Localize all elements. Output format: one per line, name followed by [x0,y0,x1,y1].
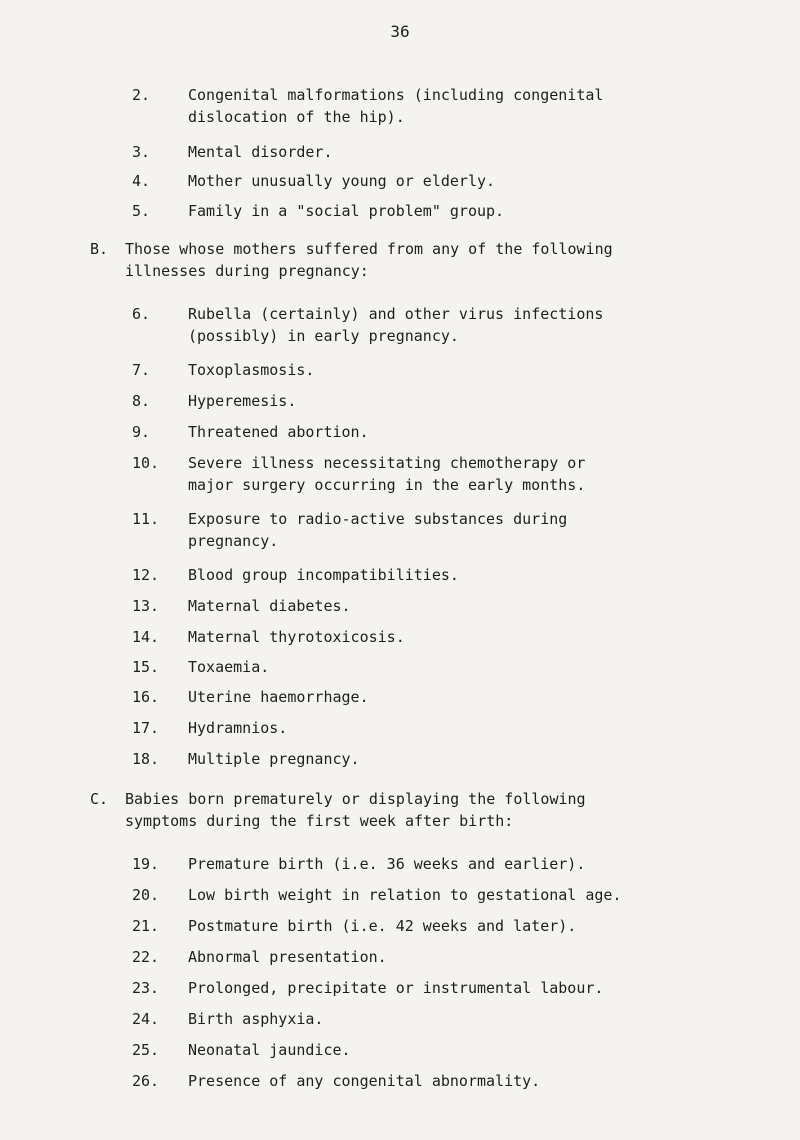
item-number: 10. [132,454,160,472]
item-text: Hyperemesis. [188,392,297,410]
item-number: 9. [132,423,151,441]
item-text: Hydramnios. [188,719,288,737]
page-number: 36 [390,22,410,41]
item-text: Threatened abortion. [188,423,369,441]
section-letter: B. [90,240,109,258]
section-letter: C. [90,790,109,808]
item-number: 23. [132,979,160,997]
item-number: 2. [132,86,151,104]
item-text: Blood group incompatibilities. [188,566,459,584]
item-text: Exposure to radio-active substances during pregnancy. [188,510,568,550]
item-number: 15. [132,658,160,676]
item-number: 7. [132,361,151,379]
item-text: Severe illness necessitating chemotherapy or major surgery occurring in the early months. [188,454,586,494]
item-number: 13. [132,597,160,615]
item-text: Low birth weight in relation to gestational age. [188,886,622,904]
item-number: 5. [132,202,151,220]
item-number: 22. [132,948,160,966]
item-text: Premature birth (i.e. 36 weeks and earlier). [188,855,586,873]
item-number: 17. [132,719,160,737]
item-text: Maternal diabetes. [188,597,351,615]
item-number: 25. [132,1041,160,1059]
item-number: 26. [132,1072,160,1090]
item-text: Postmature birth (i.e. 42 weeks and later). [188,917,577,935]
section-text: Babies born prematurely or displaying the following symptoms during the first week after birth: [125,790,586,830]
item-text: Birth asphyxia. [188,1010,324,1028]
item-text: Maternal thyrotoxicosis. [188,628,405,646]
item-text: Mental disorder. [188,143,333,161]
item-text: Neonatal jaundice. [188,1041,351,1059]
item-number: 16. [132,688,160,706]
item-number: 20. [132,886,160,904]
item-number: 12. [132,566,160,584]
section-text: Those whose mothers suffered from any of the following illnesses during pregnancy: [125,240,613,280]
item-number: 24. [132,1010,160,1028]
item-number: 6. [132,305,151,323]
item-text: Presence of any congenital abnormality. [188,1072,541,1090]
item-number: 14. [132,628,160,646]
item-number: 19. [132,855,160,873]
item-text: Multiple pregnancy. [188,750,360,768]
item-number: 18. [132,750,160,768]
item-text: Congenital malformations (including congenital dislocation of the hip). [188,86,604,126]
item-text: Rubella (certainly) and other virus infections (possibly) in early pregnancy. [188,305,604,345]
item-text: Toxaemia. [188,658,270,676]
item-number: 3. [132,143,151,161]
item-number: 21. [132,917,160,935]
item-text: Prolonged, precipitate or instrumental labour. [188,979,604,997]
item-number: 11. [132,510,160,528]
item-text: Uterine haemorrhage. [188,688,369,706]
item-text: Family in a "social problem" group. [188,202,505,220]
item-text: Toxoplasmosis. [188,361,315,379]
item-number: 8. [132,392,151,410]
item-text: Abnormal presentation. [188,948,387,966]
item-text: Mother unusually young or elderly. [188,172,496,190]
item-number: 4. [132,172,151,190]
